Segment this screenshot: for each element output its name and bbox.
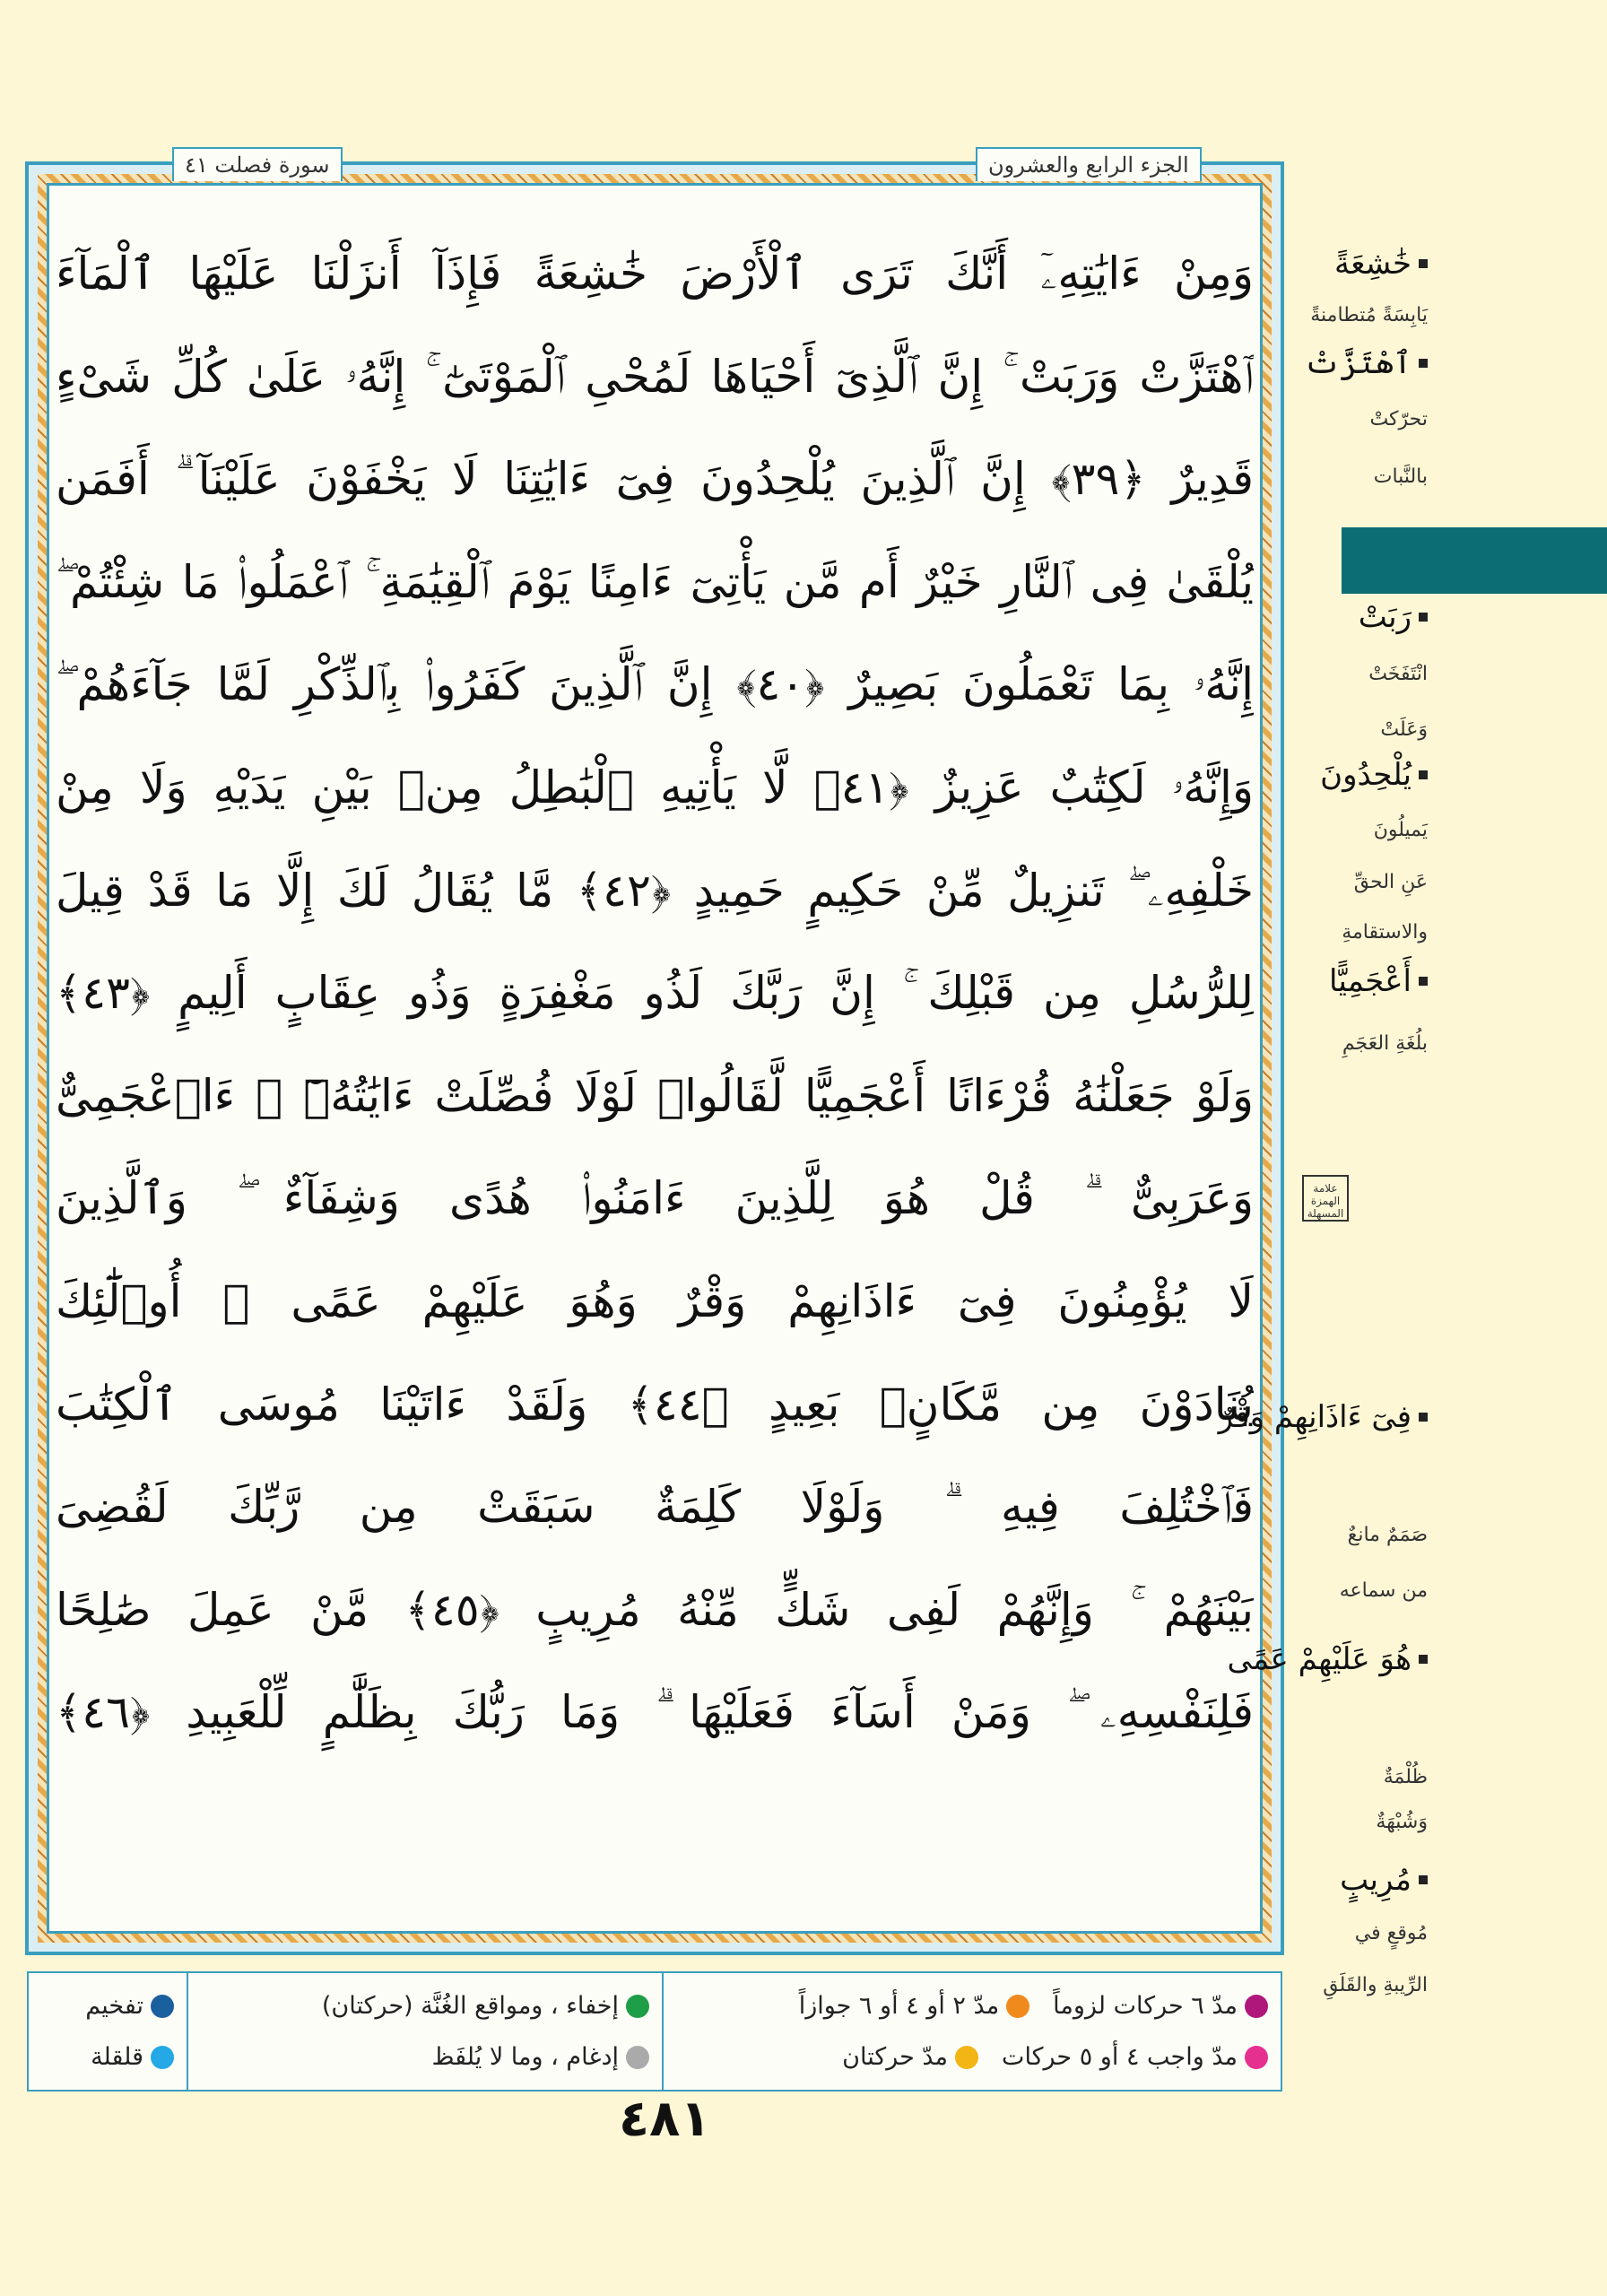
text-line: ٱهْتَزَّتْ وَرَبَتْ ۚ إِنَّ ٱلَّذِىٓ أَحْيَاهَا لَمُحْىِ ٱلْمَوْتَىٰٓ ۚ إِنَّهُۥ عَلَىٰ كُلِّ شَىْءٍ: [56, 350, 1254, 403]
text-line: فَلِنَفْسِهِۦ ۖ وَمَنْ أَسَآءَ فَعَلَيْهَا ۗ وَمَا رَبُّكَ بِظَلَّٰمٍ لِّلْعَبِيدِ ﴿٤٦﴾: [56, 1686, 1254, 1739]
margin-word: خَٰشِعَةً: [1334, 246, 1428, 282]
margin-meaning: من سماعه: [1339, 1579, 1428, 1602]
legend-madd-column: [662, 1973, 1281, 2090]
legend-item: قلقلة: [41, 2043, 174, 2071]
margin-meaning: ظُلْمَةٌ: [1383, 1766, 1428, 1788]
bullet-square-icon: [1419, 1413, 1428, 1422]
margin-meaning: صَمَمٌ مانعٌ: [1347, 1524, 1428, 1546]
quran-text: [56, 222, 1254, 1764]
juz-header: الجزء الرابع والعشرون: [976, 147, 1202, 181]
bullet-square-icon: [1419, 613, 1428, 622]
color-dot-icon: [151, 2046, 174, 2069]
color-dot-icon: [1245, 2046, 1268, 2069]
page-number: ٤٨١: [619, 2090, 711, 2148]
color-dot-icon: [626, 1995, 649, 2018]
legend-item: مدّ ٦ حركات لزوماً: [1053, 1992, 1268, 2020]
text-line: وَإِنَّهُۥ لَكِتَٰبٌ عَزِيزٌ ﴿٤١﴾ لَّا يَأْتِيهِ ٱلْبَٰطِلُ مِنۢ بَيْنِ يَدَيْهِ وَلَا مِنْ: [56, 761, 1254, 813]
text-line: يُنَادَوْنَ مِن مَّكَانٍۭ بَعِيدٍ ﴿٤٤﴾ وَلَقَدْ ءَاتَيْنَا مُوسَى ٱلْكِتَٰبَ: [56, 1378, 1254, 1431]
color-dot-icon: [1245, 1995, 1268, 2018]
margin-word: هُوَ عَلَيْهِمْ عَمًى: [1228, 1641, 1429, 1677]
legend-item: إخفاء ، ومواقع الغُنَّة (حركتان): [201, 1992, 649, 2020]
text-line: وَمِنْ ءَايَٰتِهِۦٓ أَنَّكَ تَرَى ٱلْأَرْضَ خَٰشِعَةً فَإِذَآ أَنزَلْنَا عَلَيْهَا ٱلْمَآءَ: [56, 248, 1254, 300]
bullet-square-icon: [1419, 1875, 1428, 1884]
margin-meaning: والاستقامةِ: [1342, 921, 1428, 944]
surah-header: سورة فصلت ٤١: [172, 147, 343, 181]
legend-item: إدغام ، وما لا يُلفَظ: [201, 2043, 649, 2071]
margin-meaning: انْتَفَخَتْ: [1368, 663, 1428, 685]
margin-meaning: عَنِ الحقِّ: [1353, 871, 1428, 893]
margin-meaning: الرِّيبةِ والقَلَقِ: [1323, 1974, 1428, 1996]
text-line: وَعَرَبِىٌّ ۗ قُلْ هُوَ لِلَّذِينَ ءَامَنُوا۟ هُدًى وَشِفَآءٌ ۖ وَٱلَّذِينَ: [56, 1172, 1254, 1225]
margin-word: ٱهْتَزَّتْ: [1304, 344, 1428, 381]
text-line: قَدِيرٌ ﴿٣٩﴾ إِنَّ ٱلَّذِينَ يُلْحِدُونَ فِىٓ ءَايَٰتِنَا لَا يَخْفَوْنَ عَلَيْنَآ ۗ أَفَمَن: [56, 453, 1254, 506]
margin-word: أَعْجَمِيًّا: [1329, 963, 1428, 999]
hamza-note-box: علامة الهمزة المسهلة: [1302, 1175, 1349, 1222]
legend-tafkhim-column: [29, 1973, 187, 2090]
bookmark-tab: [1342, 527, 1607, 594]
text-line: وَلَوْ جَعَلْنَٰهُ قُرْءَانًا أَعْجَمِيًّا لَّقَالُوا۟ لَوْلَا فُصِّلَتْ ءَايَٰتُهُۥٓ ۖ ءَا۬عْجَمِىٌّ: [56, 1069, 1254, 1122]
legend-item: مدّ واجب ٤ أو ٥ حركات: [1002, 2043, 1268, 2071]
margin-meaning: مُوقعٍ في: [1354, 1922, 1428, 1944]
color-dot-icon: [626, 2046, 649, 2069]
color-dot-icon: [1006, 1995, 1029, 2018]
margin-meaning: يَابِسَةً مُتطامنةً: [1310, 304, 1428, 326]
margin-word: يُلْحِدُونَ: [1320, 757, 1428, 793]
bullet-square-icon: [1419, 1655, 1428, 1664]
legend-item: مدّ حركتان: [842, 2043, 978, 2071]
legend-item: تفخيم: [41, 1992, 174, 2020]
text-line: يُلْقَىٰ فِى ٱلنَّارِ خَيْرٌ أَم مَّن يَأْتِىٓ ءَامِنًا يَوْمَ ٱلْقِيَٰمَةِ ۚ ٱعْمَلُوا۟ مَا شِئْتُمْ ۖ: [56, 555, 1254, 608]
color-dot-icon: [151, 1995, 174, 2018]
bullet-square-icon: [1419, 770, 1428, 779]
margin-meaning: بلُغَةِ العَجَمِ: [1342, 1032, 1428, 1055]
margin-meaning: وَشُبْهَةٌ: [1376, 1811, 1428, 1833]
margin-word: رَبَتْ: [1359, 599, 1428, 635]
margin-meaning: وَعَلَتْ: [1380, 718, 1428, 741]
text-line: إِنَّهُۥ بِمَا تَعْمَلُونَ بَصِيرٌ ﴿٤٠﴾ إِنَّ ٱلَّذِينَ كَفَرُوا۟ بِٱلذِّكْرِ لَمَّا جَآءَهُمْ ۖ: [56, 658, 1254, 711]
bullet-square-icon: [1419, 259, 1428, 268]
text-line: لِلرُّسُلِ مِن قَبْلِكَ ۚ إِنَّ رَبَّكَ لَذُو مَغْفِرَةٍ وَذُو عِقَابٍ أَلِيمٍ ﴿٤٣﴾: [56, 967, 1254, 1020]
margin-meaning: تحرّكتْ: [1369, 408, 1428, 430]
margin-meaning: يَميلُونَ: [1373, 819, 1428, 841]
margin-word: مُرِيبٍ: [1340, 1862, 1428, 1898]
text-line: لَا يُؤْمِنُونَ فِىٓ ءَاذَانِهِمْ وَقْرٌ وَهُوَ عَلَيْهِمْ عَمًى ۚ أُو۟لَٰٓئِكَ: [56, 1274, 1254, 1327]
bullet-square-icon: [1419, 977, 1428, 986]
legend-ghunna-column: [187, 1973, 662, 2090]
legend-item: مدّ ٢ أو ٤ أو ٦ جوازاً: [799, 1992, 1029, 2020]
text-line: خَلْفِهِۦ ۖ تَنزِيلٌ مِّنْ حَكِيمٍ حَمِيدٍ ﴿٤٢﴾ مَّا يُقَالُ لَكَ إِلَّا مَا قَدْ قِيلَ: [56, 864, 1254, 917]
tajweed-legend: [27, 1971, 1282, 2092]
text-line: فَٱخْتُلِفَ فِيهِ ۗ وَلَوْلَا كَلِمَةٌ سَبَقَتْ مِن رَّبِّكَ لَقُضِىَ: [56, 1481, 1254, 1534]
margin-word: فِىٓ ءَاذَانِهِمْ وَقْرٌ: [1219, 1399, 1428, 1435]
margin-meaning: بالنَّبات: [1373, 465, 1428, 488]
text-line: بَيْنَهُمْ ۚ وَإِنَّهُمْ لَفِى شَكٍّ مِّنْهُ مُرِيبٍ ﴿٤٥﴾ مَّنْ عَمِلَ صَٰلِحًا: [56, 1583, 1254, 1636]
color-dot-icon: [955, 2046, 978, 2069]
bullet-square-icon: [1419, 359, 1428, 368]
